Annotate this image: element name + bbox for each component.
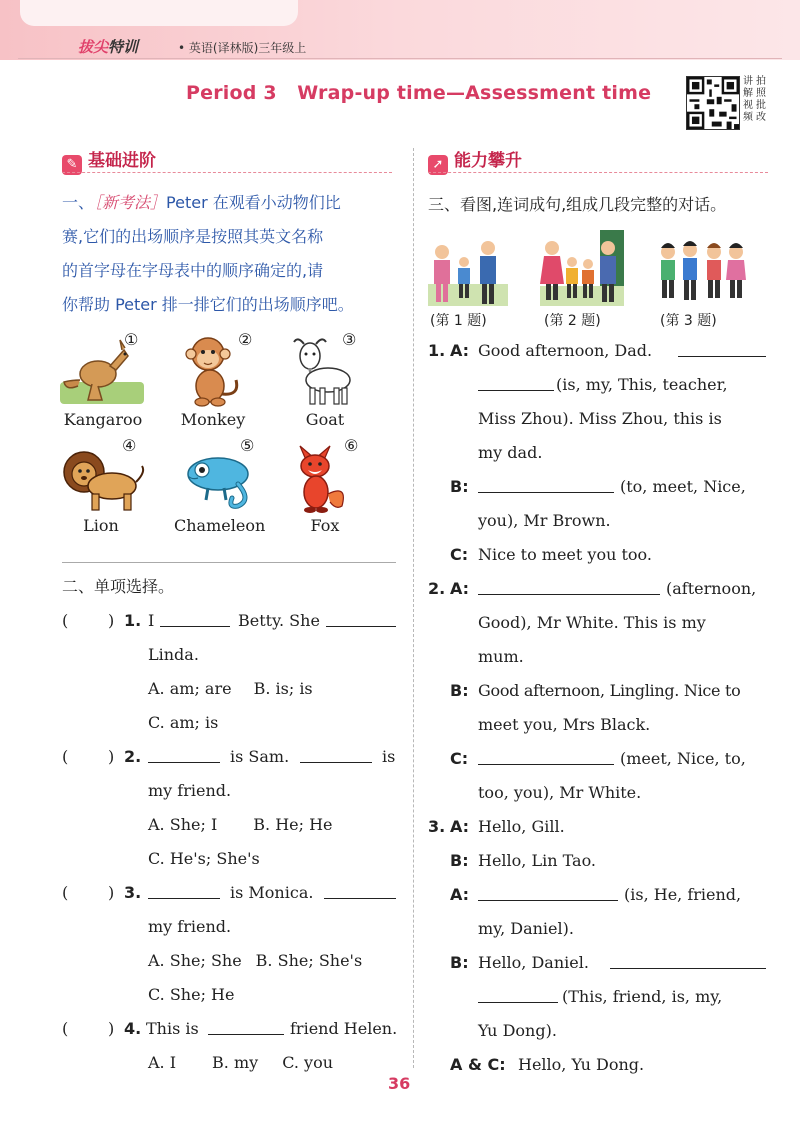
section-rule xyxy=(428,172,768,173)
column-divider xyxy=(413,148,414,1068)
answer-blank[interactable] xyxy=(610,954,766,969)
animal-row-2 xyxy=(58,436,408,546)
question-2-title: 二、单项选择。 xyxy=(62,577,175,596)
runner-icon: ➚ xyxy=(428,155,448,175)
question-3-title: 三、看图,连词成句,组成几段完整的对话。 xyxy=(428,195,727,214)
answer-blank[interactable] xyxy=(300,748,372,763)
question-divider xyxy=(62,562,396,563)
animal-name-goat: Goat xyxy=(305,410,345,429)
animal-number: ⑤ xyxy=(240,436,255,455)
scene-3-illustration xyxy=(656,236,752,306)
section-rule xyxy=(62,172,392,173)
animal-name-lion: Lion xyxy=(83,516,119,535)
animal-number: ③ xyxy=(342,330,357,349)
qr-caption: 讲解视频 拍照批改 xyxy=(743,76,766,123)
header-rule xyxy=(18,58,782,59)
answer-blank[interactable] xyxy=(324,884,396,899)
animal-name-kangaroo: Kangaroo xyxy=(63,410,143,429)
answer-blank[interactable] xyxy=(160,612,230,627)
lion-icon xyxy=(60,450,146,514)
animal-number: ① xyxy=(124,330,139,349)
qr-code-icon[interactable] xyxy=(686,76,740,130)
section-title-advanced: ➚ 能力攀升 xyxy=(428,146,522,175)
answer-blank[interactable] xyxy=(478,750,614,765)
animal-number: ④ xyxy=(122,436,137,455)
scene-1-illustration xyxy=(428,236,508,306)
scene-1-label: (第 1 题) xyxy=(430,313,487,329)
answer-blank[interactable] xyxy=(678,342,766,357)
answer-blank[interactable] xyxy=(148,884,220,899)
chameleon-icon xyxy=(178,450,258,514)
animal-row-1 xyxy=(58,330,408,440)
page-number: 36 xyxy=(388,1074,411,1093)
dialogue-2: 2. A: (afternoon, Good), Mr White. This is my mum. B: Good afternoon, Lingling. Nice to meet you, Mrs Black. C: (meet, Nice, to, too, you), Mr White. xyxy=(428,579,757,802)
mc-question-4: ( ) 4. This is friend Helen. A. I B. my C. you xyxy=(62,1019,398,1072)
answer-blank[interactable] xyxy=(148,748,220,763)
answer-blank[interactable] xyxy=(478,580,660,595)
brand-logo: 拔尖特训 xyxy=(78,38,139,56)
fox-icon xyxy=(286,440,352,514)
section-title-basic: ✎ 基础进阶 xyxy=(62,146,156,175)
answer-blank[interactable] xyxy=(208,1020,284,1035)
pencil-icon: ✎ xyxy=(62,155,82,175)
animal-name-monkey: Monkey xyxy=(180,410,246,429)
dialogue-1: 1. A: Good afternoon, Dad. (is, my, This, teacher, Miss Zhou). Miss Zhou, this is my dad. B: (to, meet, Nice, you), Mr Brown. C: Nice to meet you too. xyxy=(428,334,770,572)
animal-number: ⑥ xyxy=(344,436,359,455)
scene-2-illustration xyxy=(540,230,624,306)
mc-question-2: ( ) 2. is Sam. is my friend. A. She; I B. He; He C. He's; She's xyxy=(62,747,396,868)
dialogue-3: 3. A: Hello, Gill. B: Hello, Lin Tao. A: (is, He, friend, my, Daniel). B: Hello, Daniel. (This, friend, is, my, Yu Dong). A & C: Hello, Yu Dong. xyxy=(428,810,770,1082)
header-tab xyxy=(20,0,298,26)
animal-number: ② xyxy=(238,330,253,349)
scene-3-label: (第 3 题) xyxy=(660,313,717,329)
page-title: Period 3 Wrap-up time—Assessment time xyxy=(186,82,652,104)
subject-label: • 英语(译林版)三年级上 xyxy=(178,41,307,55)
question-1-text: 一、［新考法］Peter 在观看小动物们比 赛,它们的出场顺序是按照其英文名称 的首字母在字母表中的顺序确定的,请 你帮助 Peter 排一排它们的出场顺序吧。 xyxy=(62,193,354,314)
answer-blank[interactable] xyxy=(478,478,614,493)
animal-name-chameleon: Chameleon xyxy=(174,516,266,535)
scene-2-label: (第 2 题) xyxy=(544,313,601,329)
answer-blank[interactable] xyxy=(478,886,618,901)
answer-blank[interactable] xyxy=(478,376,554,391)
mc-question-3: ( ) 3. is Monica. my friend. A. She; She B. She; She's C. She; He xyxy=(62,876,402,1012)
animal-name-fox: Fox xyxy=(310,516,340,535)
mc-question-1: ( ) 1. I Betty. She Linda. A. am; are B. is; is C. am; is xyxy=(62,604,402,740)
answer-blank[interactable] xyxy=(478,988,558,1003)
answer-blank[interactable] xyxy=(326,612,396,627)
